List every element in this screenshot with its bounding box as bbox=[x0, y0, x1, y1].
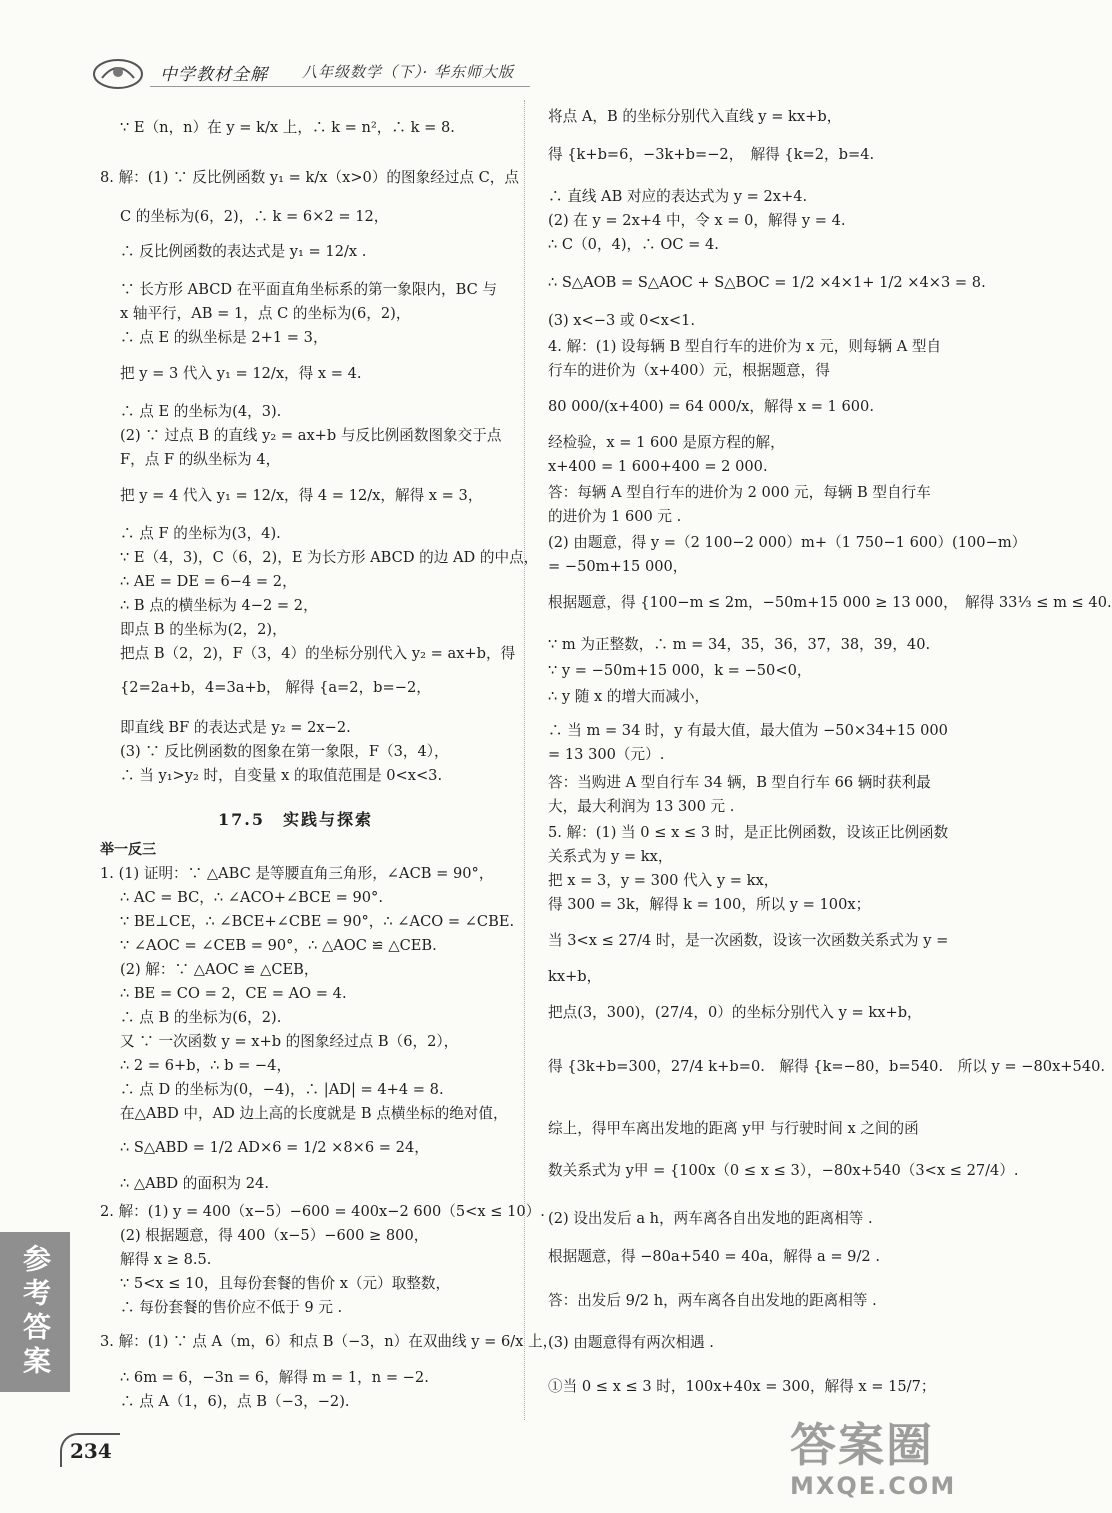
page-header bbox=[0, 0, 1000, 96]
text-line: = 13 300（元）. bbox=[548, 746, 665, 763]
text-line: ∵ ∠AOC = ∠CEB = 90°，∴ △AOC ≌ △CEB. bbox=[120, 937, 437, 954]
text-line: 答：出发后 9/2 h，两车离各自出发地的距离相等 . bbox=[548, 1292, 877, 1309]
column-divider bbox=[524, 100, 525, 1420]
text-line: (2) ∵ 过点 B 的直线 y₂ = ax+b 与反比例函数图象交于点 bbox=[120, 427, 502, 444]
text-line: ∴ 点 B 的坐标为(6，2). bbox=[120, 1009, 282, 1026]
text-line: 在△ABD 中，AD 边上高的长度就是 B 点横坐标的绝对值， bbox=[120, 1105, 508, 1122]
text-line: 1. (1) 证明：∵ △ABC 是等腰直角三角形，∠ACB = 90°， bbox=[100, 865, 494, 882]
header-rule bbox=[150, 86, 530, 87]
text-line: x+400 = 1 600+400 = 2 000. bbox=[548, 458, 768, 475]
text-line: 得 300 = 3k，解得 k = 100，所以 y = 100x； bbox=[548, 896, 871, 913]
watermark-url: MXQE.COM bbox=[790, 1472, 957, 1500]
piecewise-function: 数关系式为 y甲 = {100x（0 ≤ x ≤ 3），−80x+540（3<x ≤ 27/4）. bbox=[548, 1162, 1019, 1179]
text-line: ∵ 长方形 ABCD 在平面直角坐标系的第一象限内，BC 与 bbox=[120, 281, 497, 298]
text-line: 的进价为 1 600 元 . bbox=[548, 508, 682, 525]
text-line: (2) 由题意，得 y =（2 100−2 000）m+（1 750−1 600）(100−m） bbox=[548, 534, 1027, 551]
text-line: 将点 A，B 的坐标分别代入直线 y = kx+b， bbox=[548, 108, 842, 125]
text-line: 大，最大利润为 13 300 元 . bbox=[548, 798, 735, 815]
text-line: 4. 解：(1) 设每辆 B 型自行车的进价为 x 元，则每辆 A 型自 bbox=[548, 338, 942, 355]
text-line: 3. 解：(1) ∵ 点 A（m，6）和点 B（−3，n）在双曲线 y = 6/x 上， bbox=[100, 1333, 558, 1350]
text-line: = −50m+15 000， bbox=[548, 558, 688, 575]
text-line: 根据题意，得 −80a+540 = 40a，解得 a = 9/2 . bbox=[548, 1248, 880, 1265]
text-line: ∴ S△AOB = S△AOC + S△BOC = 1/2 ×4×1+ 1/2 ×4×3 = 8. bbox=[548, 274, 986, 291]
text-line: (3) ∵ 反比例函数的图象在第一象限，F（3，4）， bbox=[120, 743, 449, 760]
text-line: kx+b， bbox=[548, 968, 602, 985]
text-line: 解得 x ≥ 8.5. bbox=[120, 1251, 212, 1268]
text-line: 行车的进价为（x+400）元，根据题意，得 bbox=[548, 362, 830, 379]
text-line: ∴ 直线 AB 对应的表达式为 y = 2x+4. bbox=[548, 188, 808, 205]
text-line: 把 y = 3 代入 y₁ = 12/x，得 x = 4. bbox=[120, 365, 362, 382]
text-line: 把 x = 3，y = 300 代入 y = kx， bbox=[548, 872, 779, 889]
text-line: ∵ y = −50m+15 000，k = −50<0， bbox=[548, 662, 812, 679]
text-line: 当 3<x ≤ 27/4 时，是一次函数，设该一次函数关系式为 y = bbox=[548, 932, 949, 949]
text-line: ∴ 反比例函数的表达式是 y₁ = 12/x . bbox=[120, 243, 367, 260]
text-line: ∴ 6m = 6，−3n = 6，解得 m = 1，n = −2. bbox=[120, 1369, 429, 1386]
text-line: ∴ C（0，4)，∴ OC = 4. bbox=[548, 236, 719, 253]
equation-system: 得 {k+b=6，−3k+b=−2， 解得 {k=2，b=4. bbox=[548, 146, 875, 163]
text-line: ∴ 2 = 6+b，∴ b = −4， bbox=[120, 1057, 292, 1074]
equation-system: 得 {3k+b=300，27/4 k+b=0. 解得 {k=−80，b=540. 所以 y = −80x+540. bbox=[548, 1058, 1106, 1075]
text-line: 把 y = 4 代入 y₁ = 12/x，得 4 = 12/x，解得 x = 3， bbox=[120, 487, 483, 504]
text-line: (2) 设出发后 a h，两车离各自出发地的距离相等 . bbox=[548, 1210, 873, 1227]
equation-system: {2=2a+b，4=3a+b， 解得 {a=2，b=−2， bbox=[120, 679, 431, 696]
text-line: ∴ 点 E 的纵坐标是 2+1 = 3， bbox=[120, 329, 328, 346]
text-line: ∴ 点 A（1，6)，点 B（−3，−2). bbox=[120, 1393, 350, 1410]
subsection-heading: 举一反三 bbox=[100, 842, 156, 858]
text-line: 5. 解：(1) 当 0 ≤ x ≤ 3 时，是正比例函数，设该正比例函数 bbox=[548, 824, 949, 841]
text-line: ∴ 点 D 的坐标为(0，−4)，∴ |AD| = 4+4 = 8. bbox=[120, 1081, 444, 1098]
text-line: ∴ AC = BC，∴ ∠ACO+∠BCE = 90°. bbox=[120, 889, 383, 906]
text-line: (2) 根据题意，得 400（x−5）−600 ≥ 800， bbox=[120, 1227, 429, 1244]
book-subtitle: 八年级数学（下）· 华东师大版 bbox=[302, 63, 515, 81]
answer-key-tab: 参考答案 bbox=[0, 1232, 70, 1392]
text-line: ∴ △ABD 的面积为 24. bbox=[120, 1175, 269, 1192]
text-line: ∵ E（n，n）在 y = k/x 上，∴ k = n²，∴ k = 8. bbox=[120, 119, 455, 136]
text-line: 答：每辆 A 型自行车的进价为 2 000 元，每辆 B 型自行车 bbox=[548, 484, 931, 501]
book-logo-icon bbox=[92, 52, 144, 92]
equation-system: 根据题意，得 {100−m ≤ 2m，−50m+15 000 ≥ 13 000， 解得 33⅓ ≤ m ≤ 40. bbox=[548, 594, 1112, 611]
text-line: ∴ BE = CO = 2，CE = AO = 4. bbox=[120, 985, 347, 1002]
text-line: 把点(3，300)，(27/4，0）的坐标分别代入 y = kx+b， bbox=[548, 1004, 922, 1021]
text-line: (3) x<−3 或 0<x<1. bbox=[548, 312, 696, 329]
book-title: 中学教材全解 bbox=[160, 65, 268, 85]
text-line: ∵ 5<x ≤ 10，且每份套餐的售价 x（元）取整数， bbox=[120, 1275, 451, 1292]
text-line: 又 ∵ 一次函数 y = x+b 的图象经过点 B（6，2）， bbox=[120, 1033, 459, 1050]
text-line: ∴ B 点的横坐标为 4−2 = 2， bbox=[120, 597, 318, 614]
text-line: 关系式为 y = kx， bbox=[548, 848, 673, 865]
text-line: (2) 解：∵ △AOC ≌ △CEB， bbox=[120, 961, 319, 978]
text-line: 经检验，x = 1 600 是原方程的解， bbox=[548, 434, 785, 451]
text-line: x 轴平行，AB = 1，点 C 的坐标为(6，2)， bbox=[120, 305, 411, 322]
section-heading: 17.5 实践与探索 bbox=[218, 810, 373, 829]
text-line: 即点 B 的坐标为(2，2)， bbox=[120, 621, 287, 638]
text-line: ∵ E（4，3)，C（6，2)，E 为长方形 ABCD 的边 AD 的中点， bbox=[120, 549, 539, 566]
text-line: 8. 解：(1) ∵ 反比例函数 y₁ = k/x（x>0）的图象经过点 C，点 bbox=[100, 169, 519, 186]
text-line: ①当 0 ≤ x ≤ 3 时，100x+40x = 300，解得 x = 15/7； bbox=[548, 1378, 936, 1395]
text-line: ∴ 当 y₁>y₂ 时，自变量 x 的取值范围是 0<x<3. bbox=[120, 767, 443, 784]
text-line: 2. 解：(1) y = 400（x−5）−600 = 400x−2 600（5<x ≤ 10）. bbox=[100, 1203, 545, 1220]
text-line: C 的坐标为(6，2)，∴ k = 6×2 = 12， bbox=[120, 208, 389, 225]
text-line: ∴ 点 F 的坐标为(3，4). bbox=[120, 525, 281, 542]
text-line: 综上，得甲车离出发地的距离 y甲 与行驶时间 x 之间的函 bbox=[548, 1120, 919, 1137]
text-line: 答：当购进 A 型自行车 34 辆，B 型自行车 66 辆时获利最 bbox=[548, 774, 931, 791]
text-line: ∴ y 随 x 的增大而减小， bbox=[548, 688, 710, 705]
text-line: ∵ BE⊥CE，∴ ∠BCE+∠CBE = 90°，∴ ∠ACO = ∠CBE. bbox=[120, 913, 515, 930]
text-line: (2) 在 y = 2x+4 中，令 x = 0，解得 y = 4. bbox=[548, 212, 846, 229]
text-line: ∴ 每份套餐的售价应不低于 9 元 . bbox=[120, 1299, 343, 1316]
text-line: ∴ 点 E 的坐标为(4，3). bbox=[120, 403, 282, 420]
text-line: F，点 F 的纵坐标为 4， bbox=[120, 451, 281, 468]
text-line: ∵ m 为正整数，∴ m = 34，35，36，37，38，39，40. bbox=[548, 636, 931, 653]
text-line: ∴ S△ABD = 1/2 AD×6 = 1/2 ×8×6 = 24， bbox=[120, 1139, 429, 1156]
site-watermark bbox=[790, 1418, 990, 1508]
text-line: 80 000/(x+400) = 64 000/x，解得 x = 1 600. bbox=[548, 398, 874, 415]
text-line: ∴ 当 m = 34 时，y 有最大值，最大值为 −50×34+15 000 bbox=[548, 722, 948, 739]
text-line: (3) 由题意得有两次相遇 . bbox=[548, 1334, 714, 1351]
page-number: 234 bbox=[60, 1433, 120, 1467]
text-line: 即直线 BF 的表达式是 y₂ = 2x−2. bbox=[120, 719, 351, 736]
watermark-logo-text: 答案圈 bbox=[790, 1418, 934, 1472]
text-line: 把点 B（2，2)，F（3，4）的坐标分别代入 y₂ = ax+b，得 bbox=[120, 645, 516, 662]
text-line: ∴ AE = DE = 6−4 = 2， bbox=[120, 573, 297, 590]
